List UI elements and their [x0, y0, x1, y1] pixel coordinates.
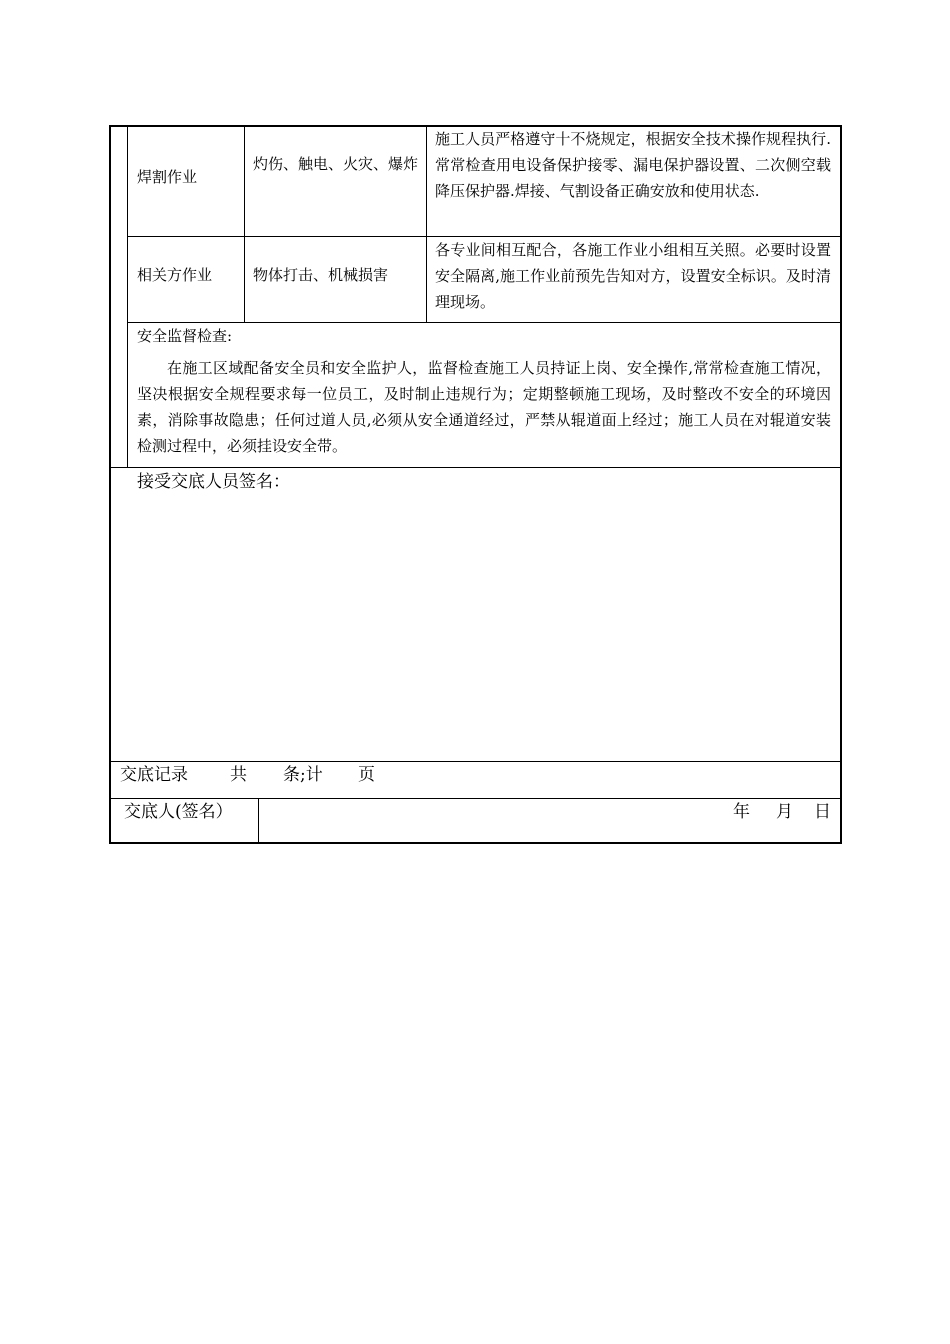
col-divider-hazard: [426, 125, 427, 323]
col-divider-activity: [244, 125, 245, 323]
record-label: 交底记录: [120, 765, 188, 785]
record-pages-label: 页: [358, 765, 375, 785]
section-divider-record: [109, 761, 840, 762]
date-day-label: 日: [814, 802, 831, 822]
issuer-col-divider: [258, 798, 259, 842]
hazard-cell: 物体打击、机械损害: [253, 266, 389, 284]
date-month-label: 月: [776, 802, 793, 822]
receivers-signature-label: 接受交底人员签名：: [137, 472, 290, 492]
activity-cell: 焊割作业: [137, 168, 198, 186]
inner-table-left-border: [127, 125, 128, 467]
record-total-label: 共: [230, 765, 247, 785]
issuer-signature-field[interactable]: [260, 800, 720, 840]
record-items-label: 条;计: [283, 765, 323, 785]
section-divider-signature: [109, 467, 840, 468]
measures-cell: 施工人员严格遵守十不烧规定，根据安全技术操作规程执行.常常检查用电设备保护接零、漏电保护器设置、二次侧空载降压保护器.焊接、气割设备正确安放和使用状态.: [435, 130, 831, 200]
supervision-heading: 安全监督检查:: [137, 327, 233, 345]
date-year-label: 年: [733, 802, 750, 822]
activity-cell: 相关方作业: [137, 266, 213, 284]
row-divider-2: [127, 322, 840, 323]
receivers-signature-area[interactable]: [111, 496, 839, 758]
issuer-label: 交底人(签名）: [124, 802, 233, 822]
hazard-cell: 灼伤、触电、火灾、爆炸: [253, 155, 419, 173]
frame-right-border: [840, 125, 842, 843]
frame-bottom-border: [109, 842, 842, 844]
measures-cell: 各专业间相互配合，各施工作业小组相互关照。必要时设置安全隔离,施工作业前预先告知对方，设置安全标识。及时清理现场。: [435, 241, 831, 311]
supervision-body: 在施工区域配备安全员和安全监护人，监督检查施工人员持证上岗、安全操作,常常检查施工情况，坚决根据安全规程要求每一位员工，及时制止违规行为；定期整顿施工现场，及时整改不安全的环境因素，消除事故隐患；任何过道人员,必须从安全通道经过，严禁从辊道面上经过；施工人员在对辊道安装检测过程中，必须挂设安全带。: [137, 359, 831, 455]
